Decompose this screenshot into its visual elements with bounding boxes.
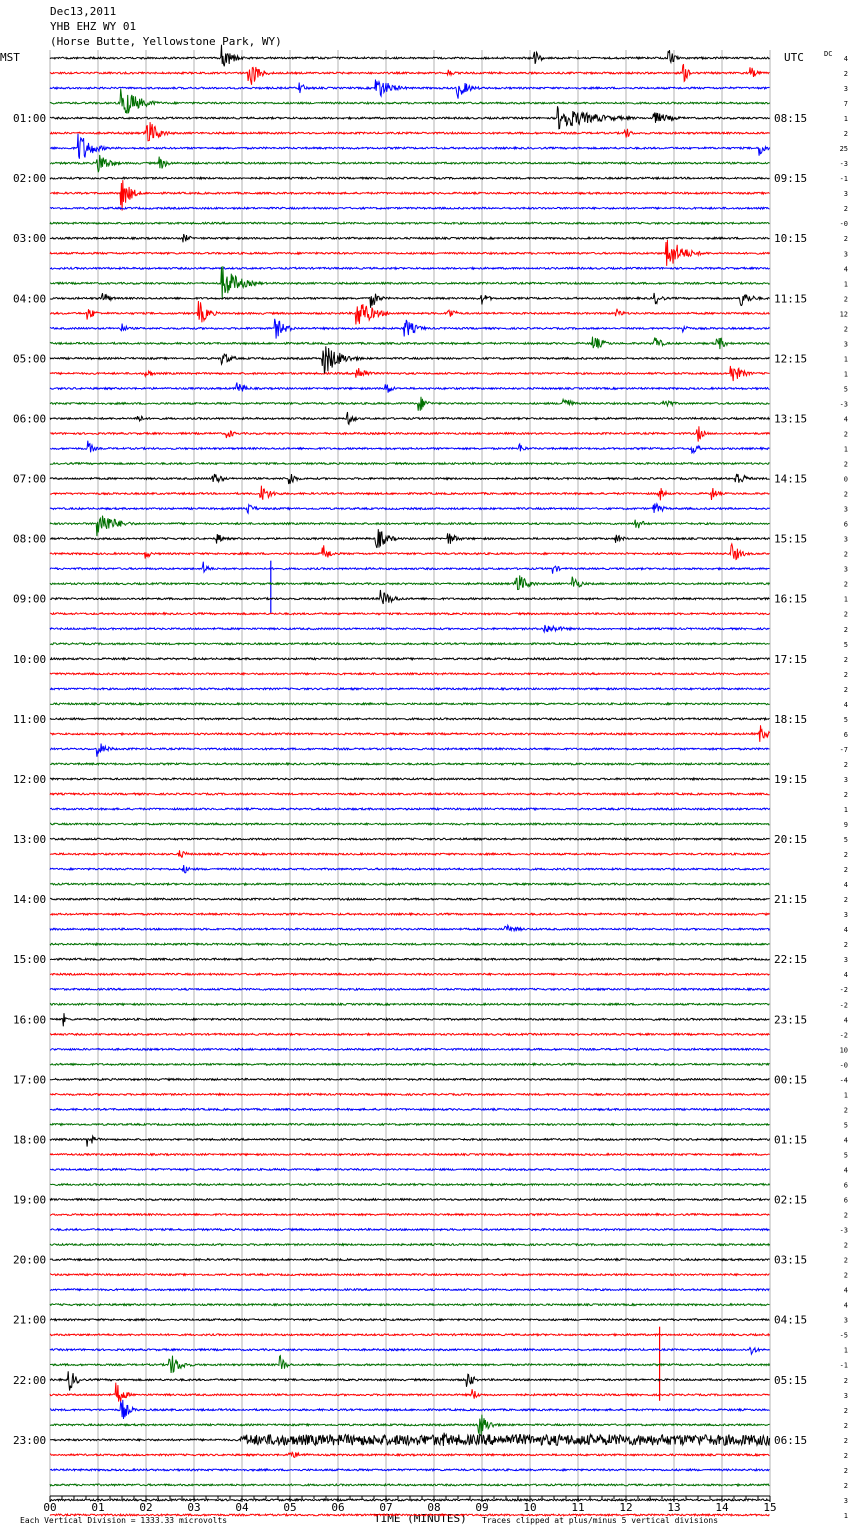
mst-hour-label: 19:00 [13, 1193, 47, 1207]
dc-offset-label: 3 [843, 1316, 848, 1325]
dc-offset-label: 25 [839, 145, 848, 154]
seismic-trace [50, 64, 770, 85]
dc-offset-label: 2 [843, 760, 848, 769]
seismic-trace [50, 337, 770, 349]
seismic-trace [50, 529, 770, 548]
seismic-trace [50, 397, 770, 411]
utc-hour-label: 22:15 [774, 953, 808, 967]
mst-hour-label: 17:00 [13, 1073, 47, 1087]
x-tick-label: 15 [763, 1501, 777, 1514]
x-tick-label: 05 [283, 1501, 297, 1514]
seismic-trace [50, 544, 770, 560]
seismic-trace [50, 180, 770, 211]
utc-hour-label: 14:15 [774, 472, 808, 486]
mst-axis-label: MST [0, 51, 20, 64]
seismic-trace [50, 1094, 770, 1096]
utc-hour-label: 08:15 [774, 112, 808, 126]
dc-offset-label: -3 [839, 160, 848, 169]
seismic-trace [50, 319, 770, 339]
seismic-trace [50, 106, 770, 129]
seismic-trace [50, 234, 770, 242]
dc-offset-label: 4 [843, 415, 848, 424]
seismic-trace [50, 778, 770, 780]
dc-offset-label: -1 [839, 175, 848, 184]
seismic-trace [50, 703, 770, 705]
dc-offset-label: 3 [843, 956, 848, 965]
dc-offset-label: 3 [843, 775, 848, 784]
dc-offset-label: 5 [843, 836, 848, 845]
dc-offset-label: 3 [843, 340, 848, 349]
seismic-trace [50, 1452, 770, 1457]
seismic-trace [50, 658, 770, 660]
seismic-trace [50, 426, 770, 441]
mst-hour-label: 23:00 [13, 1433, 47, 1447]
seismic-trace [50, 504, 770, 514]
dc-offset-label: 2 [843, 1451, 848, 1460]
utc-hour-label: 23:15 [774, 1013, 808, 1027]
dc-offset-label: 2 [843, 625, 848, 634]
seismic-trace [50, 1063, 770, 1065]
dc-offset-label: 6 [843, 1181, 848, 1190]
mst-hour-label: 20:00 [13, 1253, 47, 1267]
dc-offset-label: 2 [843, 790, 848, 799]
seismic-trace [50, 89, 770, 114]
plot-date: Dec13,2011 [50, 5, 117, 18]
dc-offset-label: 2 [843, 1106, 848, 1115]
dc-offset-label: 4 [843, 700, 848, 709]
seismic-trace [50, 222, 770, 224]
seismic-trace [50, 925, 770, 931]
seismic-trace [50, 883, 770, 885]
seismic-trace [50, 463, 770, 465]
trace-lines [50, 45, 770, 1516]
x-tick-label: 03 [187, 1501, 201, 1514]
utc-hour-label: 21:15 [774, 893, 808, 907]
seismic-trace [50, 973, 770, 975]
dc-offset-label: 6 [843, 1196, 848, 1205]
dc-offset-label: 2 [843, 1271, 848, 1280]
x-tick-label: 11 [571, 1501, 585, 1514]
seismic-trace [50, 850, 770, 857]
dc-offset-label: 5 [843, 715, 848, 724]
mst-hour-label: 02:00 [13, 172, 47, 186]
dc-offset-label: 4 [843, 1301, 848, 1310]
seismic-trace [50, 1199, 770, 1201]
seismic-trace [50, 474, 770, 484]
dc-offset-label: 1 [843, 806, 848, 814]
utc-hour-label: 00:15 [774, 1073, 808, 1087]
seismic-trace [50, 1169, 770, 1171]
dc-offset-label: 5 [843, 1151, 848, 1160]
mst-hour-label: 01:00 [13, 112, 47, 126]
seismic-trace [50, 1383, 770, 1402]
x-tick-label: 09 [475, 1501, 489, 1514]
seismic-trace [50, 1013, 770, 1026]
mst-hour-label: 03:00 [13, 232, 47, 246]
x-tick-label: 13 [667, 1501, 681, 1514]
seismic-trace [50, 80, 770, 99]
dc-offset-label: 4 [843, 1136, 848, 1145]
x-tick-label: 04 [235, 1501, 249, 1514]
dc-offset-label: 3 [843, 190, 848, 199]
seismic-trace [50, 643, 770, 645]
seismic-trace [50, 943, 770, 945]
mst-hour-label: 21:00 [13, 1313, 47, 1327]
dc-offset-label: 2 [843, 235, 848, 244]
dc-offset-label: 1 [843, 445, 848, 454]
dc-offset-label: 2 [843, 295, 848, 304]
mst-hour-label: 13:00 [13, 833, 47, 847]
utc-hour-label: 13:15 [774, 412, 808, 426]
seismic-trace [50, 441, 770, 453]
x-tick-label: 10 [523, 1501, 537, 1514]
dc-offset-label: 6 [843, 520, 848, 529]
x-tick-label: 12 [619, 1501, 633, 1514]
dc-offset-label: 5 [843, 640, 848, 649]
seismic-trace [50, 1274, 770, 1276]
dc-offset-label: 3 [843, 565, 848, 574]
mst-hour-label: 07:00 [13, 472, 47, 486]
dc-offset-label: 2 [843, 670, 848, 679]
seismic-trace [50, 412, 770, 424]
seismic-trace [50, 625, 770, 632]
x-tick-label: 01 [91, 1501, 105, 1514]
seismic-trace [50, 240, 770, 266]
dc-offset-label: -3 [839, 400, 848, 409]
dc-offset-label: 2 [843, 1376, 848, 1385]
seismic-trace [50, 1184, 770, 1186]
dc-offset-label: -4 [839, 1076, 848, 1085]
dc-offset-label: 10 [839, 1046, 848, 1055]
seismic-trace [50, 1289, 770, 1291]
seismic-trace [50, 988, 770, 990]
utc-hour-label: 10:15 [774, 232, 808, 246]
seismic-trace [50, 1154, 770, 1156]
seismic-trace [50, 45, 770, 67]
utc-hour-label: 19:15 [774, 772, 808, 786]
utc-hour-label: 15:15 [774, 532, 808, 546]
seismic-trace [50, 1469, 770, 1471]
mst-hour-label: 18:00 [13, 1133, 47, 1147]
seismic-trace [50, 1304, 770, 1306]
seismic-trace [50, 673, 770, 675]
seismic-trace [50, 688, 770, 690]
seismic-trace [50, 575, 770, 589]
seismic-trace [50, 1484, 770, 1486]
seismic-trace [50, 486, 770, 501]
utc-hour-label: 20:15 [774, 833, 808, 847]
dc-offset-label: 1 [843, 595, 848, 604]
dc-label: DC [824, 50, 833, 58]
seismic-trace [50, 1124, 770, 1126]
seismic-trace [50, 562, 770, 574]
dc-offset-label: 2 [843, 550, 848, 559]
seismic-trace [50, 1259, 770, 1261]
seismic-trace [50, 1415, 770, 1436]
dc-offset-label: 2 [843, 1241, 848, 1250]
mst-hour-label: 10:00 [13, 652, 47, 666]
mst-hour-label: 11:00 [13, 712, 47, 726]
seismic-trace [50, 1214, 770, 1216]
utc-hour-label: 01:15 [774, 1133, 808, 1147]
seismic-trace [50, 793, 770, 795]
dc-offset-label: 2 [843, 205, 848, 214]
seismic-trace [50, 718, 770, 720]
dc-offset-label: 2 [843, 655, 848, 664]
dc-offset-label: 4 [843, 55, 848, 63]
utc-hour-label: 11:15 [774, 292, 808, 306]
axis-labels [13, 55, 848, 1520]
dc-offset-label: 1 [843, 1346, 848, 1355]
dc-offset-label: -0 [839, 1061, 848, 1070]
utc-hour-label: 03:15 [774, 1253, 808, 1267]
dc-offset-label: 1 [843, 115, 848, 124]
seismic-trace [50, 1229, 770, 1231]
x-tick-label: 08 [427, 1501, 441, 1514]
seismic-trace [50, 1079, 770, 1081]
dc-offset-label: 2 [843, 490, 848, 499]
x-tick-label: 07 [379, 1501, 393, 1514]
x-tick-label: 14 [715, 1501, 729, 1514]
dc-offset-label: 2 [843, 1256, 848, 1265]
utc-hour-label: 02:15 [774, 1193, 808, 1207]
dc-offset-label: 3 [843, 535, 848, 544]
dc-offset-label: 4 [843, 971, 848, 980]
utc-hour-label: 09:15 [774, 172, 808, 186]
dc-offset-label: 3 [843, 911, 848, 920]
dc-offset-label: 1 [843, 1511, 848, 1520]
dc-offset-label: 2 [843, 941, 848, 950]
dc-offset-label: 4 [843, 1166, 848, 1175]
seismic-trace [50, 1499, 770, 1501]
dc-offset-label: -7 [839, 745, 848, 754]
seismic-trace [50, 1433, 770, 1446]
utc-hour-label: 12:15 [774, 352, 808, 366]
utc-hour-label: 16:15 [774, 592, 808, 606]
dc-offset-label: 2 [843, 1421, 848, 1430]
dc-offset-label: 2 [843, 460, 848, 469]
seismic-trace [50, 177, 770, 179]
mst-hour-label: 08:00 [13, 532, 47, 546]
utc-hour-label: 17:15 [774, 652, 808, 666]
seismic-trace [50, 1003, 770, 1005]
x-tick-label: 06 [331, 1501, 345, 1514]
dc-offset-label: 2 [843, 580, 848, 589]
mst-hour-label: 22:00 [13, 1373, 47, 1387]
seismic-trace [50, 1319, 770, 1321]
seismic-trace [50, 155, 770, 172]
dc-offset-label: 2 [843, 896, 848, 905]
dc-offset-label: -5 [839, 1331, 848, 1340]
x-tick-label: 00 [43, 1501, 57, 1514]
dc-offset-label: 1 [843, 355, 848, 364]
dc-offset-label: 2 [843, 1481, 848, 1490]
seismic-trace [50, 1136, 770, 1147]
dc-offset-label: 3 [843, 505, 848, 514]
utc-hour-label: 04:15 [774, 1313, 808, 1327]
seismic-trace [50, 763, 770, 765]
seismic-trace [50, 913, 770, 915]
station-code: YHB EHZ WY 01 [50, 20, 137, 33]
dc-offset-label: -1 [839, 1361, 848, 1370]
dc-offset-label: 7 [843, 100, 848, 109]
dc-offset-label: 4 [843, 265, 848, 274]
dc-offset-label: 1 [843, 370, 848, 379]
mst-hour-label: 09:00 [13, 592, 47, 606]
dc-offset-label: -0 [839, 220, 848, 229]
dc-offset-label: 4 [843, 1286, 848, 1295]
dc-offset-label: 0 [843, 475, 848, 484]
dc-offset-label: -2 [839, 1001, 848, 1010]
seismic-trace [50, 613, 770, 615]
mst-hour-label: 05:00 [13, 352, 47, 366]
dc-offset-label: 1 [843, 1091, 848, 1100]
dc-offset-label: 2 [843, 610, 848, 619]
dc-offset-label: 3 [843, 250, 848, 259]
dc-offset-label: 6 [843, 730, 848, 739]
seismic-trace [50, 1348, 770, 1355]
mst-hour-label: 12:00 [13, 772, 47, 786]
seismic-trace [50, 1371, 770, 1390]
dc-offset-label: -2 [839, 1031, 848, 1040]
seismic-trace [50, 207, 770, 209]
dc-offset-label: -3 [839, 1226, 848, 1235]
dc-offset-label: 9 [843, 821, 848, 830]
dc-offset-label: 2 [843, 866, 848, 875]
x-tick-label: 02 [139, 1501, 153, 1514]
seismic-trace [50, 898, 770, 900]
seismic-trace [50, 1033, 770, 1035]
seismic-trace [50, 1048, 770, 1050]
seismic-trace [50, 293, 770, 308]
mst-hour-label: 16:00 [13, 1013, 47, 1027]
seismic-trace [50, 266, 770, 299]
footer-scale-note: Each Vertical Division = 1333.33 microvolts [20, 1516, 228, 1525]
dc-offset-label: 3 [843, 1496, 848, 1505]
seismic-trace [50, 744, 770, 757]
seismic-trace [50, 590, 770, 604]
seismic-trace [50, 958, 770, 960]
seismic-trace [50, 1356, 770, 1373]
dc-offset-label: 5 [843, 385, 848, 394]
utc-hour-label: 05:15 [774, 1373, 808, 1387]
mst-hour-label: 06:00 [13, 412, 47, 426]
seismic-trace [50, 865, 770, 873]
seismic-trace [50, 134, 770, 159]
dc-offset-label: 2 [843, 685, 848, 694]
dc-offset-label: 2 [843, 430, 848, 439]
seismic-trace [50, 1244, 770, 1246]
dc-offset-label: 4 [843, 881, 848, 890]
dc-offset-label: 2 [843, 70, 848, 79]
dc-offset-label: 2 [843, 325, 848, 334]
dc-offset-label: 3 [843, 1391, 848, 1400]
dc-offset-label: 4 [843, 926, 848, 935]
station-location: (Horse Butte, Yellowstone Park, WY) [50, 35, 282, 48]
footer-clip-note: Traces clipped at plus/minus 5 vertical divisions [482, 1516, 719, 1525]
dc-offset-label: 3 [843, 85, 848, 94]
seismic-trace [50, 267, 770, 269]
seismic-trace [50, 808, 770, 810]
utc-hour-label: 18:15 [774, 712, 808, 726]
dc-offset-label: 12 [839, 310, 848, 319]
dc-offset-label: 1 [843, 280, 848, 289]
seismic-trace [50, 823, 770, 825]
dc-offset-label: 2 [843, 1406, 848, 1415]
mst-hour-label: 14:00 [13, 893, 47, 907]
mst-hour-label: 04:00 [13, 292, 47, 306]
seismic-trace [50, 301, 770, 325]
dc-offset-label: 4 [843, 1016, 848, 1025]
utc-hour-label: 06:15 [774, 1433, 808, 1447]
dc-offset-label: 2 [843, 1211, 848, 1220]
dc-offset-label: 5 [843, 1121, 848, 1130]
seismic-trace [50, 838, 770, 840]
dc-offset-label: -2 [839, 986, 848, 995]
seismic-trace [50, 122, 770, 141]
dc-offset-label: 2 [843, 1436, 848, 1445]
x-axis-title: TIME (MINUTES) [374, 1512, 467, 1525]
seismic-trace [50, 1109, 770, 1111]
seismic-trace [50, 383, 770, 393]
utc-axis-label: UTC [784, 51, 804, 64]
dc-offset-label: 2 [843, 851, 848, 860]
seismic-trace [50, 366, 770, 381]
seismic-trace [50, 1400, 770, 1419]
seismic-trace [50, 725, 770, 742]
seismic-trace [50, 516, 770, 537]
seismic-trace [50, 346, 770, 374]
seismic-trace [50, 1334, 770, 1336]
mst-hour-label: 15:00 [13, 953, 47, 967]
dc-offset-label: 2 [843, 1466, 848, 1475]
dc-offset-label: 2 [843, 130, 848, 139]
